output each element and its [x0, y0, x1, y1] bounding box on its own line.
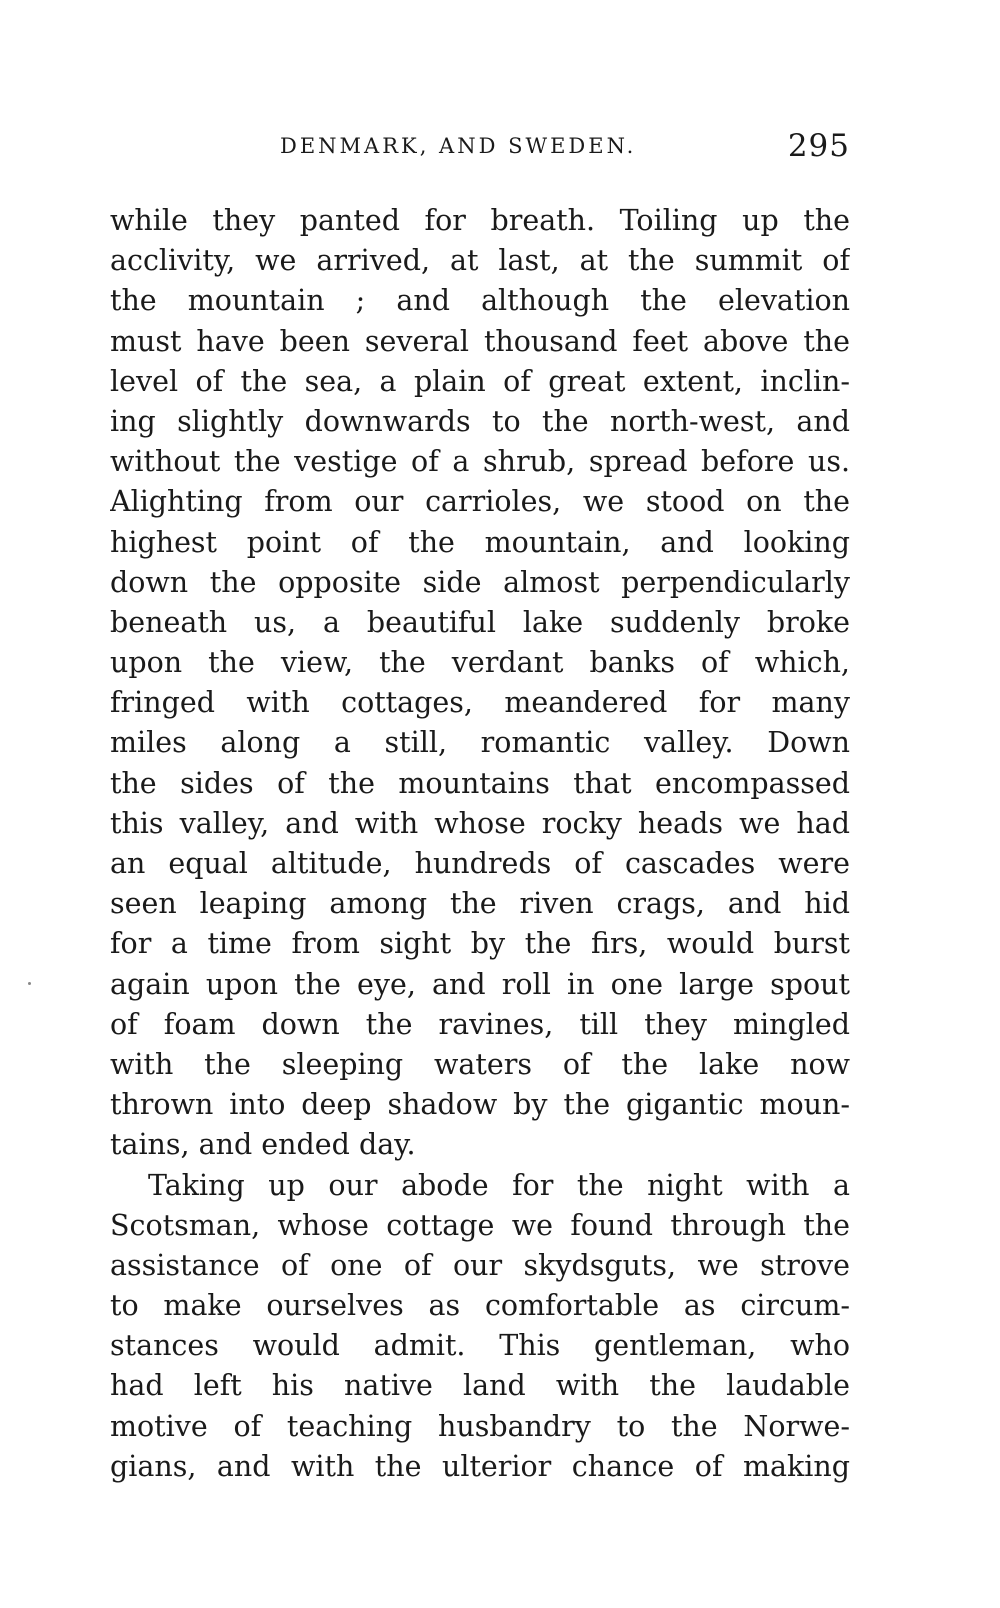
text-line: assistance of one of our skydsguts, we strove — [110, 1248, 850, 1282]
text-line: acclivity, we arrived, at last, at the summit of — [110, 244, 850, 278]
text-line: Taking up our abode for the night with a — [148, 1168, 850, 1202]
body-text — [110, 201, 850, 1487]
text-line: the mountain ; and although the elevation — [110, 284, 850, 318]
text-line: Alighting from our carrioles, we stood on the — [110, 485, 850, 519]
text-line: down the opposite side almost perpendicularly — [110, 565, 850, 599]
text-line: thrown into deep shadow by the gigantic moun- — [110, 1088, 850, 1122]
text-line: gians, and with the ulterior chance of making — [110, 1449, 850, 1483]
text-line: seen leaping among the riven crags, and hid — [110, 887, 850, 921]
text-line: fringed with cottages, meandered for many — [110, 686, 850, 720]
text-line: highest point of the mountain, and looking — [110, 525, 850, 559]
text-line: the sides of the mountains that encompassed — [110, 766, 850, 800]
text-line: motive of teaching husbandry to the Norwe- — [110, 1409, 850, 1443]
text-line: beneath us, a beautiful lake suddenly broke — [110, 605, 850, 639]
text-line: again upon the eye, and roll in one large spout — [110, 967, 850, 1001]
text-line: stances would admit. This gentleman, who — [110, 1329, 850, 1363]
text-line: had left his native land with the laudable — [110, 1369, 850, 1403]
paragraph — [110, 1166, 850, 1488]
text-line: Scotsman, whose cottage we found through the — [110, 1208, 850, 1242]
text-line: for a time from sight by the firs, would burst — [110, 927, 850, 961]
text-line: ing slightly downwards to the north-west, and — [110, 404, 850, 438]
text-line: to make ourselves as comfortable as circum- — [110, 1289, 850, 1323]
text-line: of foam down the ravines, till they mingled — [110, 1007, 850, 1041]
text-line: this valley, and with whose rocky heads we had — [110, 806, 850, 840]
page-number: 295 — [787, 128, 850, 164]
text-line: level of the sea, a plain of great extent, inclin- — [110, 364, 850, 398]
text-line: tains, and ended day. — [110, 1128, 416, 1162]
running-head-title: DENMARK, AND SWEDEN. — [280, 134, 637, 158]
text-line: must have been several thousand feet above the — [110, 324, 850, 358]
running-head — [110, 128, 850, 172]
text-line: while they panted for breath. Toiling up the — [110, 204, 850, 237]
paragraph — [110, 201, 850, 1166]
text-line: upon the view, the verdant banks of which, — [110, 646, 850, 680]
text-line: miles along a still, romantic valley. Down — [110, 726, 850, 760]
text-line: without the vestige of a shrub, spread before us. — [110, 445, 850, 479]
text-line: with the sleeping waters of the lake now — [110, 1047, 850, 1081]
text-line: an equal altitude, hundreds of cascades were — [110, 847, 850, 880]
stray-ink-mark — [28, 982, 31, 985]
